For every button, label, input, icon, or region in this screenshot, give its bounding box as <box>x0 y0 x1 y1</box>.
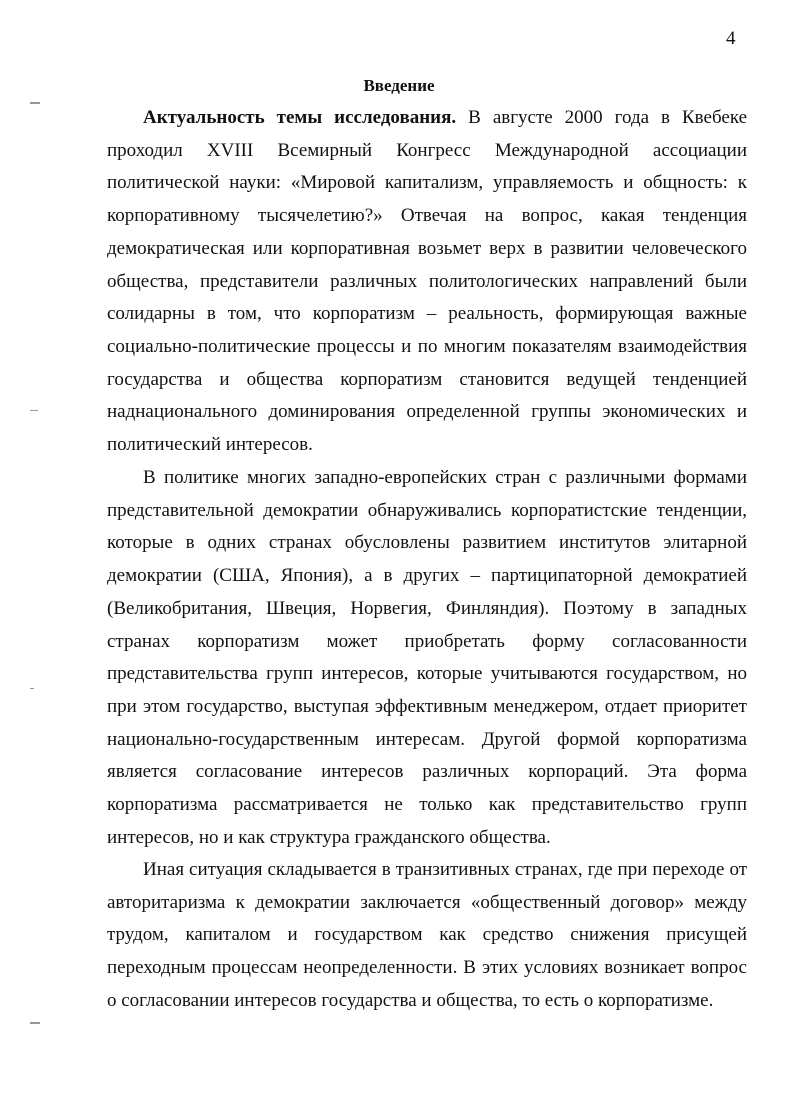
paragraph-2 <box>107 462 747 854</box>
scan-edge-mark <box>30 1022 40 1024</box>
paragraph-1 <box>107 102 747 462</box>
page-number: 4 <box>726 28 736 49</box>
paragraph-1-lead: Актуальность темы исследования. <box>143 107 457 128</box>
scan-edge-mark <box>30 102 40 104</box>
section-heading: Введение <box>363 76 435 95</box>
scan-edge-mark <box>30 688 34 689</box>
scan-edge-mark <box>30 410 38 411</box>
paragraph-1-text: В августе 2000 года в Квебеке проходил XVIII Всемирный Конгресс Международной ассоциации политической науки: «Мировой капитализм, управляемость и общность: к корпоративному тысячелетию?» Отвечая на вопрос, какая тенденция демократическая или корпоративная возьмет верх в развитии человеческого общества, представители различных политологических направлений были солидарны в том, что корпоратизм – реальность, формирующая важные социально-политические процессы и по многим показателям взаимодействия государства и общества корпоратизм становится ведущей тенденцией наднационального доминирования определенной группы экономических и политический интересов. <box>107 107 748 456</box>
paragraph-2-text: В политике многих западно-европейских стран с различными формами представительной демократии обнаруживались корпоратистские тенденции, которые в одних странах обусловлены развитием институтов элитарной демократии (США, Япония), а в других – партиципаторной демократией (Великобритания, Швеция, Норвегия, Финляндия). Поэтому в западных странах корпоратизм может приобретать форму согласованности представительства групп интересов, которые учитываются государством, но при этом государство, выступая эффективным менеджером, отдает приоритет национально-государственным интересам. Другой формой корпоратизма является согласование интересов различных корпораций. Эта форма корпоратизма рассматривается не только как представительство групп интересов, но и как структура гражданского общества. <box>107 467 747 848</box>
paragraph-3 <box>107 854 747 1018</box>
paragraph-3-text: Иная ситуация складывается в транзитивных странах, где при переходе от авторитаризма к демократии заключается «общественный договор» между трудом, капиталом и государством как средство снижения присущей переходным процессам неопределенности. В этих условиях возникает вопрос о согласовании интересов государства и общества, то есть о корпоратизме. <box>107 859 747 1011</box>
